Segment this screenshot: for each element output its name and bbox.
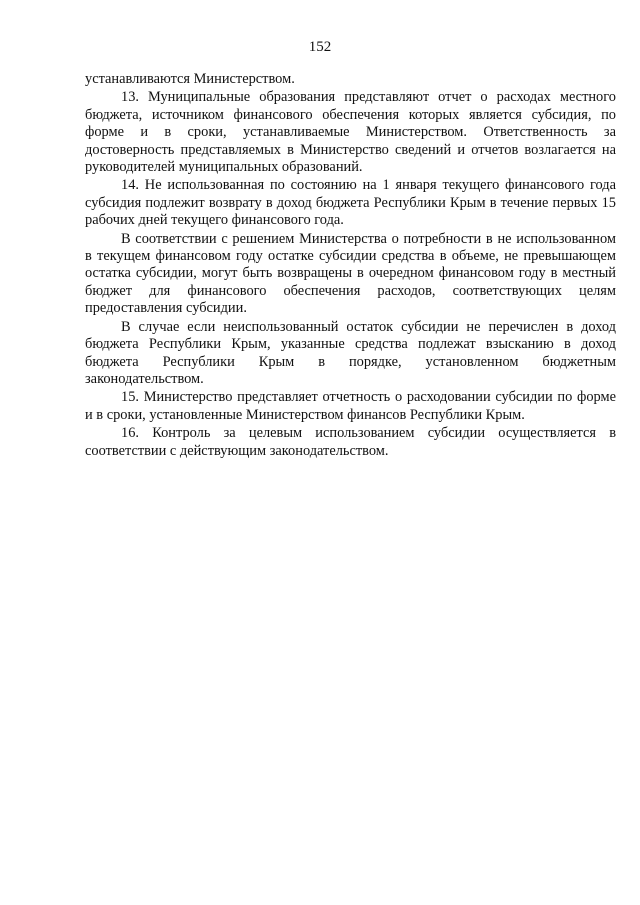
paragraph-continuation: устанавливаются Министерством.: [85, 71, 295, 87]
paragraph-return-decision: В соответствии с решением Министерства о потребности в не использованном в текущем финансовом году остатке субсидии средства в объеме, не превышающем остатка субсидии, могут быть возвращены в очередном финансовом году в местный бюджет для финансового обеспечения расходов, соответствующих целям предоставления субсидии.: [85, 230, 616, 317]
paragraph-item-16: 16. Контроль за целевым использованием субсидии осуществляется в соответствии с действующим законодательством.: [85, 425, 616, 459]
document-body: [85, 71, 616, 461]
paragraph-item-15: 15. Министерство представляет отчетность о расходовании субсидии по форме и в сроки, установленные Министерством финансов Республики Крым.: [85, 389, 616, 423]
page-number: 152: [308, 39, 332, 55]
paragraph-item-14: 14. Не использованная по состоянию на 1 января текущего финансового года субсидия подлежит возврату в доход бюджета Республики Крым в течение первых 15 рабочих дней текущего финансового года.: [85, 177, 616, 229]
paragraph-item-13: 13. Муниципальные образования представляют отчет о расходах местного бюджета, источником финансового обеспечения которых является субсидия, по форме и в сроки, устанавливаемые Министерством. Ответственность за достоверность представляемых в Министерство сведений и отчетов возлагается на руководителей муниципальных образований.: [85, 89, 616, 176]
paragraph-recovery: В случае если неиспользованный остаток субсидии не перечислен в доход бюджета Республики Крым, указанные средства подлежат взысканию в доход бюджета Республики Крым в порядке, установленном бюджетным законодательством.: [85, 318, 616, 387]
